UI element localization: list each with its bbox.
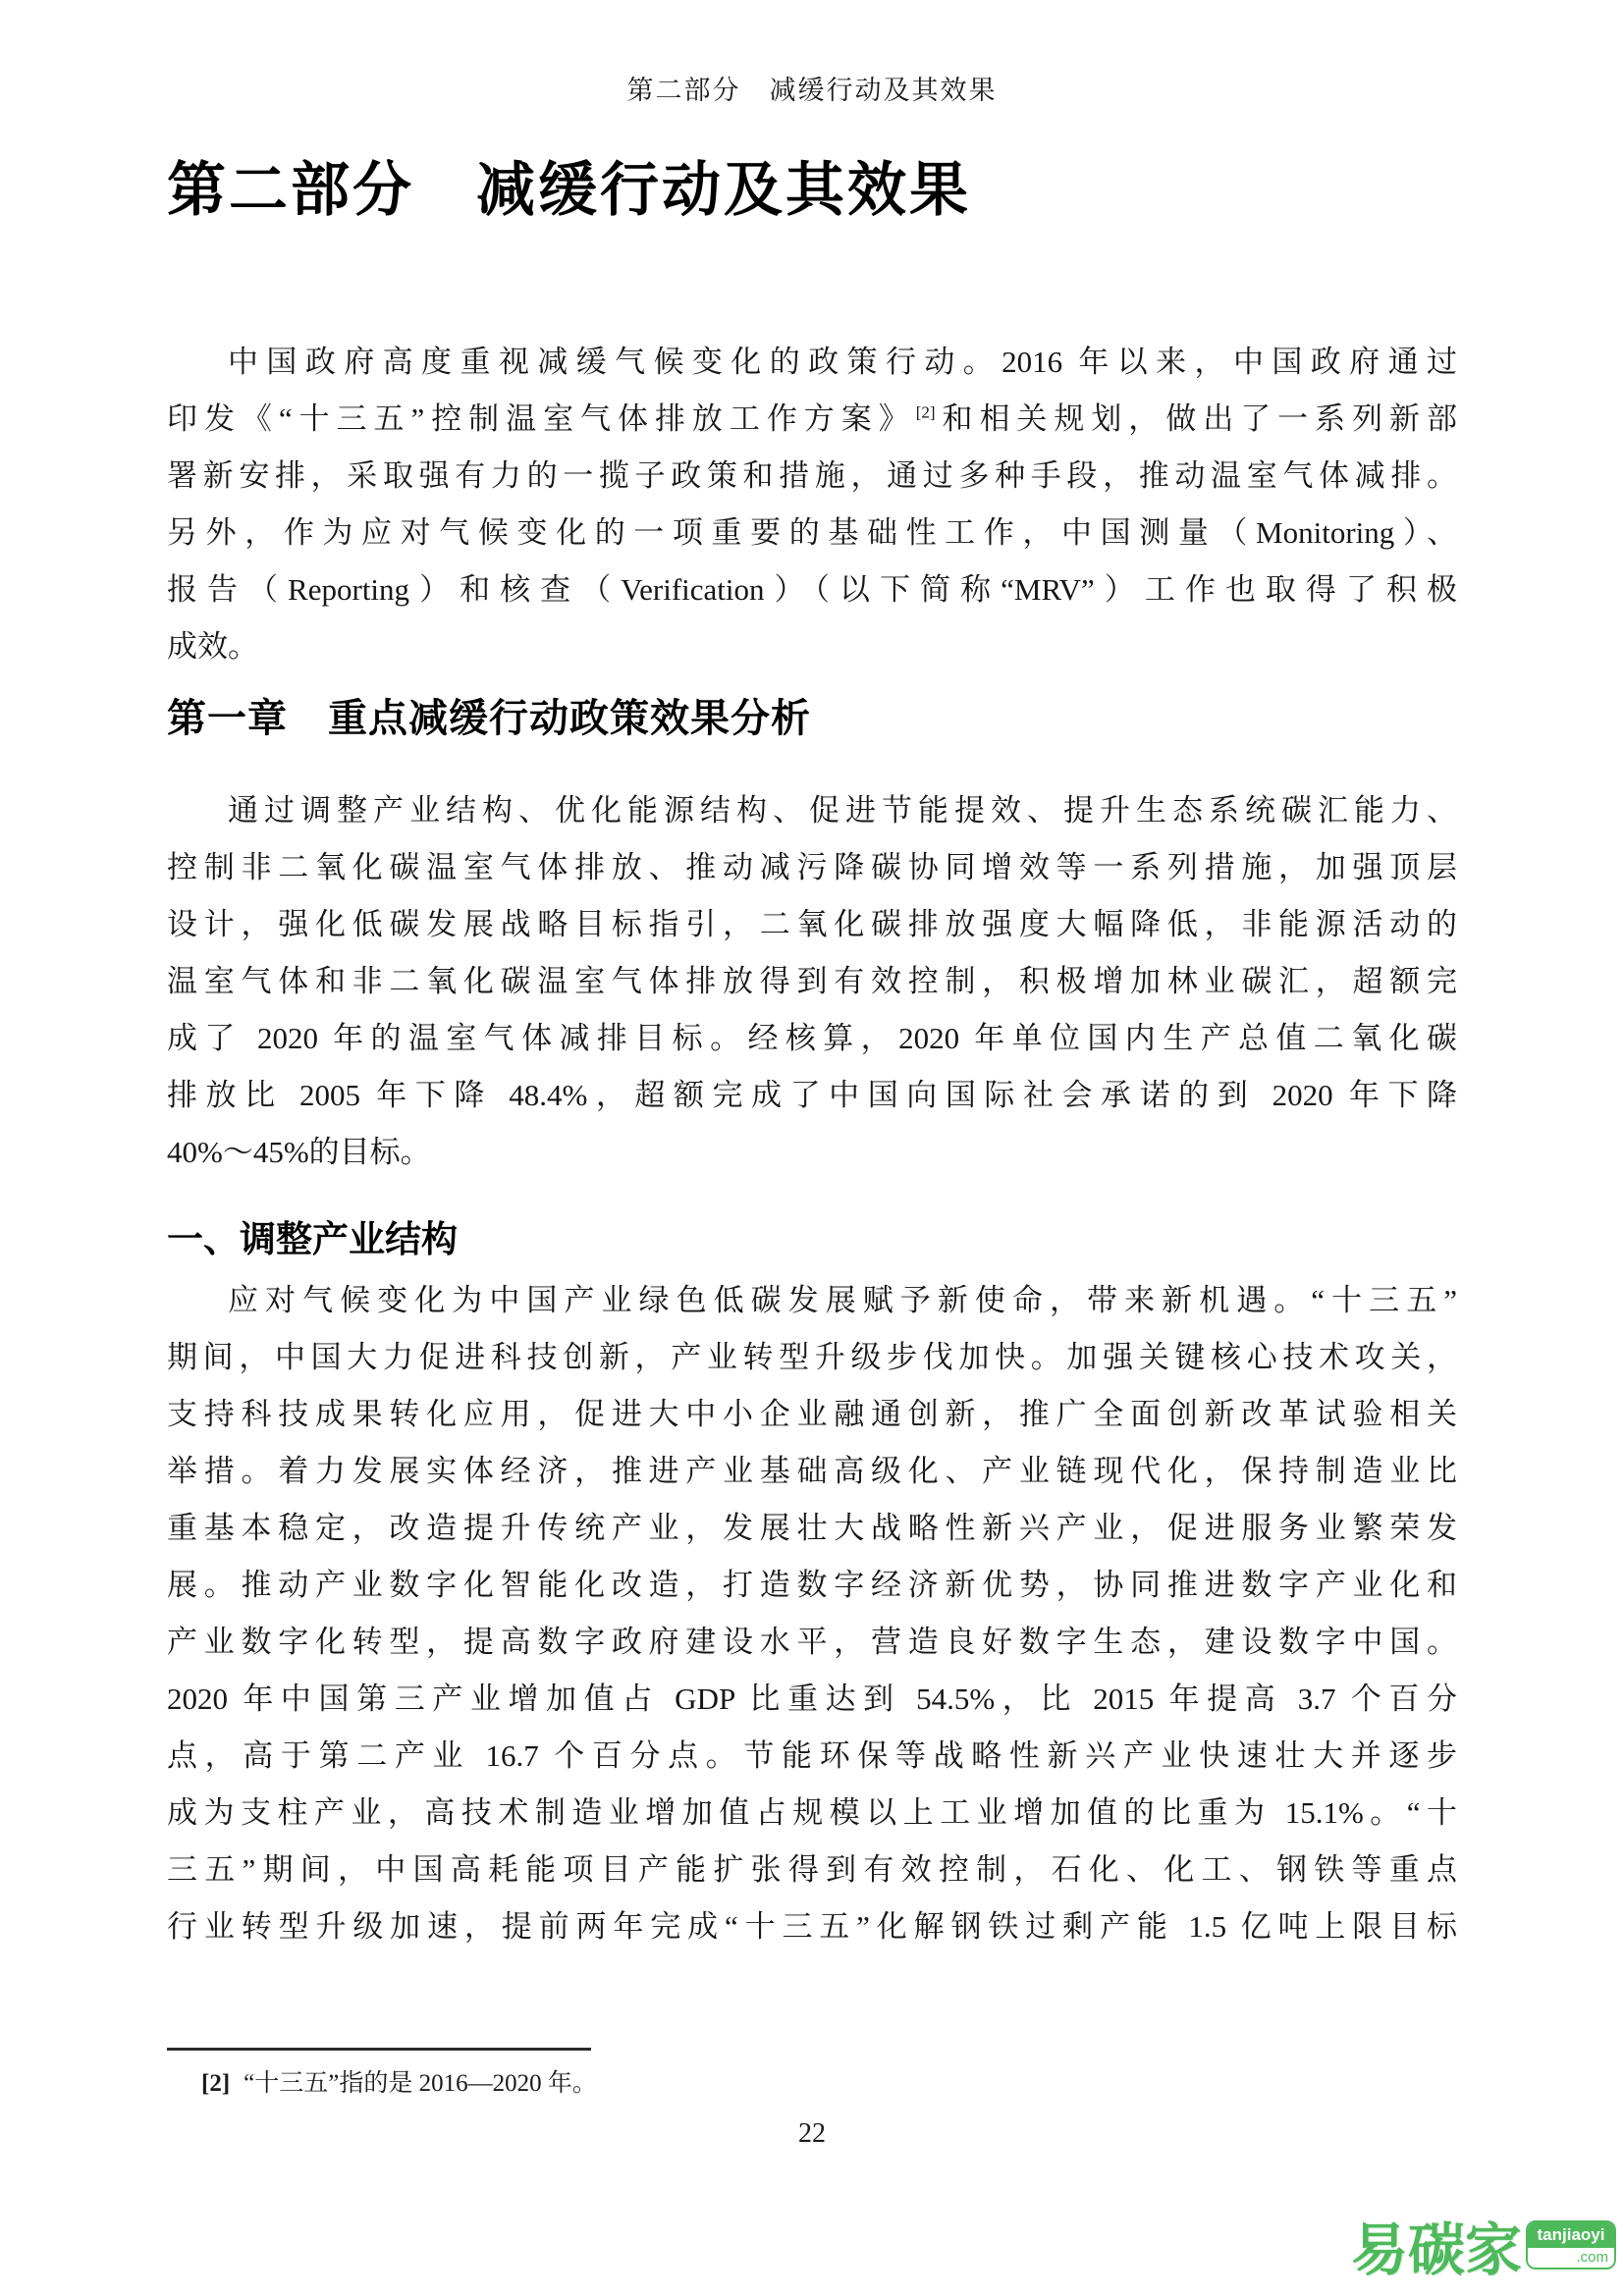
footnote-separator	[167, 2048, 591, 2051]
intro-paragraph	[167, 334, 1457, 675]
footnote-marker: [2]	[201, 2070, 231, 2097]
text-line: 点，高于第二产业 16.7 个百分点。节能环保等战略性新兴产业快速壮大并逐步	[167, 1738, 1457, 1773]
running-header: 第二部分 减缓行动及其效果	[626, 76, 998, 105]
watermark-logo-text: 易碳家	[1350, 2218, 1522, 2282]
watermark-site-name: tanjiaoyi	[1528, 2222, 1614, 2248]
text-line: 展。推动产业数字化智能化改造，打造数字经济新优势，协同推进数字产业化和	[167, 1568, 1457, 1602]
text-line: 温室气体和非二氧化碳温室气体排放得到有效控制，积极增加林业碳汇，超额完	[167, 964, 1457, 998]
text-line: 40%～45%的目标。	[167, 1135, 431, 1169]
text-line: 重基本稳定，改造提升传统产业，发展壮大战略性新兴产业，促进服务业繁荣发	[167, 1511, 1457, 1545]
section-heading: 一、调整产业结构	[167, 1219, 458, 1259]
text-line: 行业转型升级加速，提前两年完成“十三五”化解钢铁过剩产能 1.5 亿吨上限目标	[167, 1909, 1457, 1944]
watermark-url-badge	[1526, 2220, 1616, 2269]
text-line: 举措。着力发展实体经济，推进产业基础高级化、产业链现代化，保持制造业比	[167, 1454, 1457, 1488]
text-line: 成为支柱产业，高技术制造业增加值占规模以上工业增加值的比重为 15.1%。“十	[167, 1795, 1457, 1830]
chapter-paragraph	[167, 782, 1457, 1181]
text-line: 报告（Reporting）和核查（Verification）（以下简称“MRV”）工作也取得了积极	[167, 572, 1457, 607]
page-number: 22	[798, 2118, 826, 2149]
watermark-tld: .com	[1528, 2248, 1614, 2268]
text-line: 通过调整产业结构、优化能源结构、促进节能提效、提升生态系统碳汇能力、	[228, 793, 1457, 828]
text-line: 成了 2020 年的温室气体减排目标。经核算，2020 年单位国内生产总值二氧化碳	[167, 1021, 1457, 1055]
part-title: 第二部分 减缓行动及其效果	[167, 157, 971, 223]
text-line: 控制非二氧化碳温室气体排放、推动减污降碳协同增效等一系列措施，加强顶层	[167, 850, 1457, 884]
text-line: 成效。	[167, 629, 258, 664]
text-line: 署新安排，采取强有力的一揽子政策和措施，通过多种手段，推动温室气体减排。	[167, 458, 1457, 493]
text-line: 产业数字化转型，提高数字政府建设水平，营造良好数字生态，建设数字中国。	[167, 1625, 1457, 1659]
text-line: 另外，作为应对气候变化的一项重要的基础性工作，中国测量（Monitoring）、	[167, 515, 1457, 550]
text-line: 应对气候变化为中国产业绿色低碳发展赋予新使命，带来新机遇。“十三五”	[228, 1283, 1457, 1317]
text-line: 排放比 2005 年下降 48.4%，超额完成了中国向国际社会承诺的到 2020 年下降	[167, 1078, 1457, 1112]
text-line: 三五”期间，中国高耗能项目产能扩张得到有效控制，石化、化工、钢铁等重点	[167, 1852, 1457, 1887]
text-line: 印发《“十三五”控制温室气体排放工作方案》[2]和相关规划，做出了一系列新部	[167, 401, 1457, 436]
text-line: 中国政府高度重视减缓气候变化的政策行动。2016 年以来，中国政府通过	[228, 345, 1457, 379]
text-line: 支持科技成果转化应用，促进大中小企业融通创新，推广全面创新改革试验相关	[167, 1397, 1457, 1431]
watermark	[1351, 2204, 1616, 2286]
footnote-text: “十三五”指的是 2016—2020 年。	[244, 2070, 597, 2097]
section-paragraph	[167, 1272, 1457, 1955]
text-line: 期间，中国大力促进科技创新，产业转型升级步伐加快。加强关键核心技术攻关，	[167, 1340, 1457, 1374]
footnote	[201, 2063, 597, 2099]
chapter-heading: 第一章 重点减缓行动政策效果分析	[167, 697, 811, 740]
text-line: 2020 年中国第三产业增加值占 GDP 比重达到 54.5%，比 2015 年提高 3.7 个百分	[167, 1682, 1457, 1716]
text-line: 设计，强化低碳发展战略目标指引，二氧化碳排放强度大幅降低，非能源活动的	[167, 907, 1457, 941]
